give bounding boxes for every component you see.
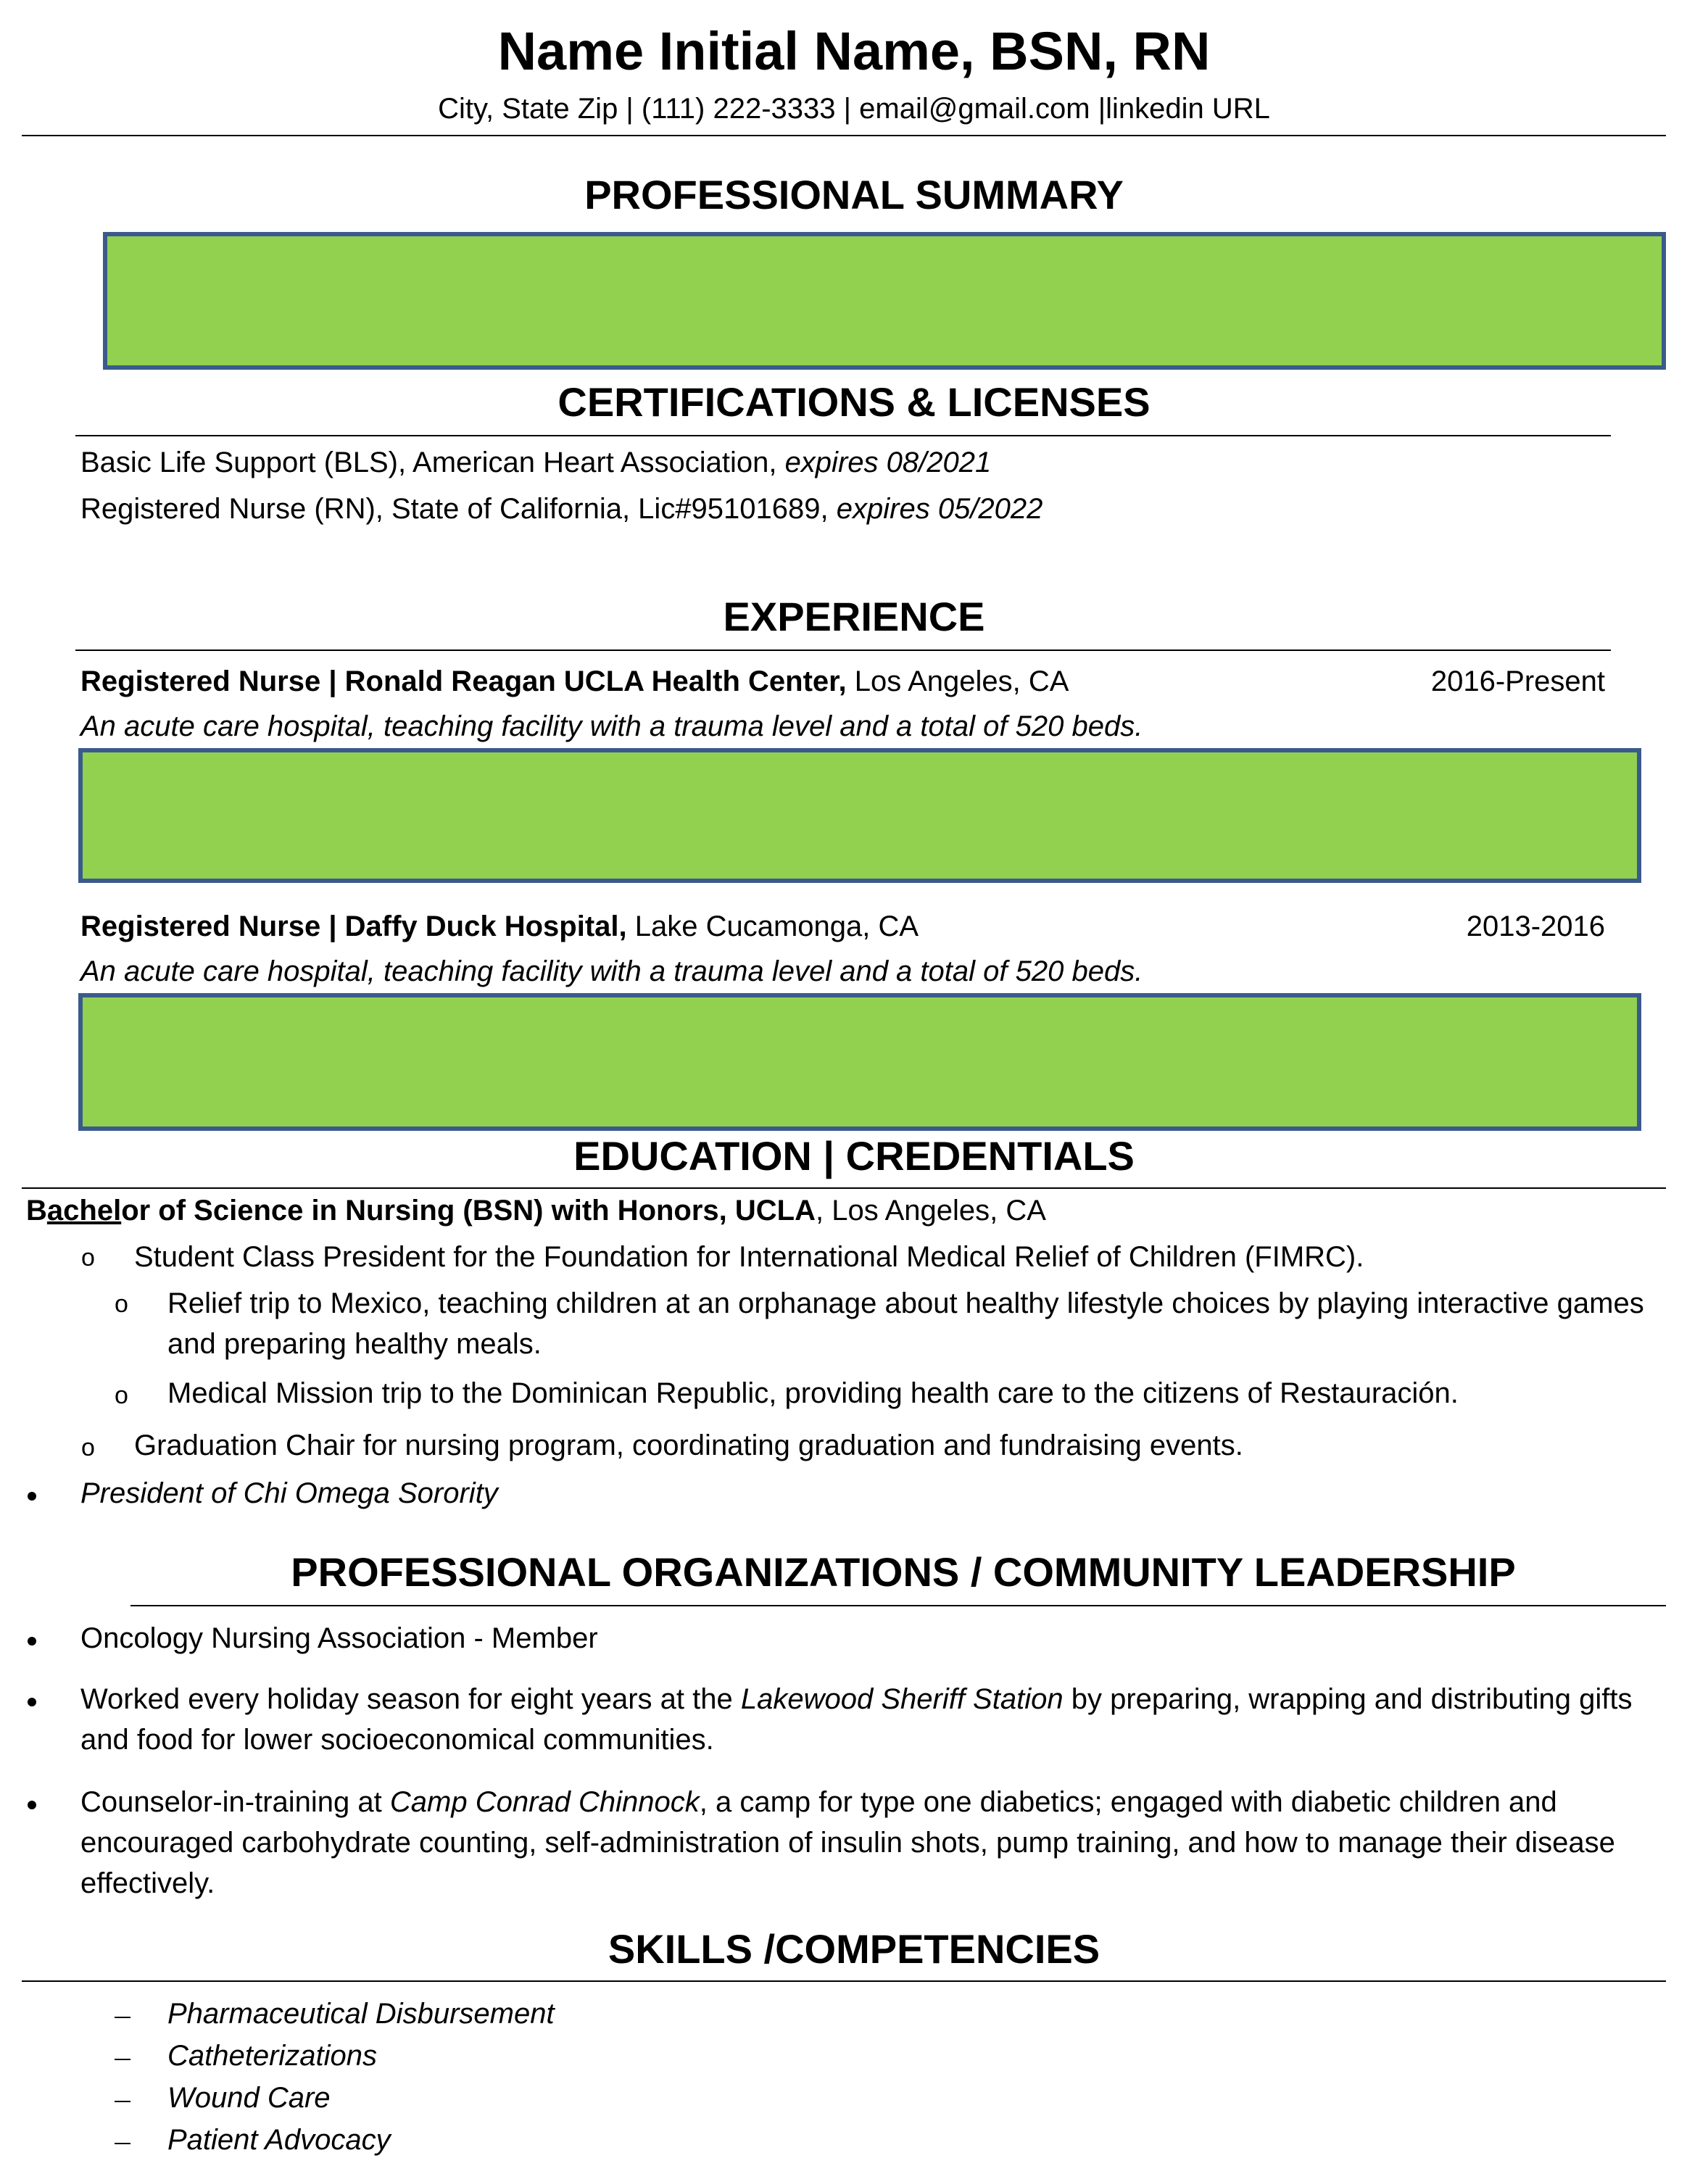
- bullet-dot-icon: [28, 1801, 36, 1809]
- circle-bullet-icon: o: [81, 1244, 95, 1271]
- skill-item: Wound Care: [167, 2082, 331, 2114]
- skill-item: Pharmaceutical Disbursement: [167, 1998, 555, 2030]
- dash-bullet-icon: [115, 2059, 130, 2060]
- education-bullet: Graduation Chair for nursing program, coordinating graduation and fundraising events.: [134, 1430, 1243, 1461]
- job-description: An acute care hospital, teaching facility with a trauma level and a total of 520 beds.: [80, 955, 1143, 987]
- candidate-name: Name Initial Name, BSN, RN: [497, 21, 1211, 81]
- certifications-divider: [75, 435, 1611, 436]
- dash-bullet-icon: [115, 2017, 130, 2018]
- job-dates: 2013-2016: [1466, 910, 1605, 942]
- education-bullet: Medical Mission trip to the Dominican Republic, providing health care to the citizens of Restauración.: [167, 1377, 1459, 1409]
- job-description: An acute care hospital, teaching facility with a trauma level and a total of 520 beds.: [80, 710, 1143, 742]
- organizations-heading: PROFESSIONAL ORGANIZATIONS / COMMUNITY LEADERSHIP: [291, 1549, 1516, 1595]
- job-title-line: Registered Nurse | Daffy Duck Hospital, Lake Cucamonga, CA: [80, 910, 919, 942]
- summary-heading: PROFESSIONAL SUMMARY: [584, 172, 1124, 217]
- organization-item: Counselor-in-training at Camp Conrad Chinnock, a camp for type one diabetics; engaged with diabetic children and encouraged carbohydrate counting, self-administration of insulin shots, pump training, and how to manage their disease effectively.: [80, 1786, 1615, 1899]
- bullet-dot-icon: [28, 1492, 36, 1501]
- job-bullets-placeholder-box: [78, 748, 1641, 883]
- summary-placeholder-box: [103, 232, 1666, 370]
- contact-line: City, State Zip | (111) 222-3333 | email@gmail.com |linkedin URL: [438, 93, 1270, 125]
- skills-heading: SKILLS /COMPETENCIES: [608, 1926, 1100, 1972]
- education-bullet: Relief trip to Mexico, teaching children at an orphanage about healthy lifestyle choices by playing interactive games and preparing healthy meals.: [167, 1287, 1644, 1360]
- certification-item: Basic Life Support (BLS), American Heart Association, expires 08/2021: [80, 447, 992, 478]
- header-divider: [22, 135, 1666, 136]
- experience-divider: [75, 650, 1611, 651]
- circle-bullet-icon: o: [115, 1290, 128, 1318]
- bullet-dot-icon: [28, 1637, 36, 1646]
- education-bullet: Student Class President for the Foundation for International Medical Relief of Children (FIMRC).: [134, 1241, 1364, 1273]
- skills-divider: [22, 1980, 1666, 1982]
- dash-bullet-icon: [115, 2143, 130, 2144]
- skill-item: Catheterizations: [167, 2040, 378, 2072]
- education-heading: EDUCATION | CREDENTIALS: [573, 1133, 1135, 1179]
- skill-item: Patient Advocacy: [167, 2124, 391, 2156]
- organizations-divider: [130, 1605, 1666, 1606]
- certification-item: Registered Nurse (RN), State of California, Lic#95101689, expires 05/2022: [80, 493, 1043, 525]
- circle-bullet-icon: o: [115, 1382, 128, 1409]
- job-title-line: Registered Nurse | Ronald Reagan UCLA Health Center, Los Angeles, CA: [80, 665, 1069, 697]
- experience-heading: EXPERIENCE: [723, 594, 985, 639]
- degree-line: Bachelor of Science in Nursing (BSN) with Honors, UCLA, Los Angeles, CA: [26, 1195, 1046, 1227]
- dash-bullet-icon: [115, 2101, 130, 2102]
- bullet-dot-icon: [28, 1698, 36, 1706]
- education-bullet: President of Chi Omega Sorority: [80, 1477, 498, 1509]
- certifications-heading: CERTIFICATIONS & LICENSES: [557, 379, 1151, 425]
- education-divider: [22, 1187, 1666, 1189]
- circle-bullet-icon: o: [81, 1434, 95, 1461]
- job-dates: 2016-Present: [1430, 665, 1605, 697]
- organization-item: Worked every holiday season for eight years at the Lakewood Sheriff Station by preparing, wrapping and distributing gifts and food for lower socioeconomical communities.: [80, 1683, 1633, 1756]
- organization-item: Oncology Nursing Association - Member: [80, 1622, 598, 1654]
- job-bullets-placeholder-box: [78, 993, 1641, 1131]
